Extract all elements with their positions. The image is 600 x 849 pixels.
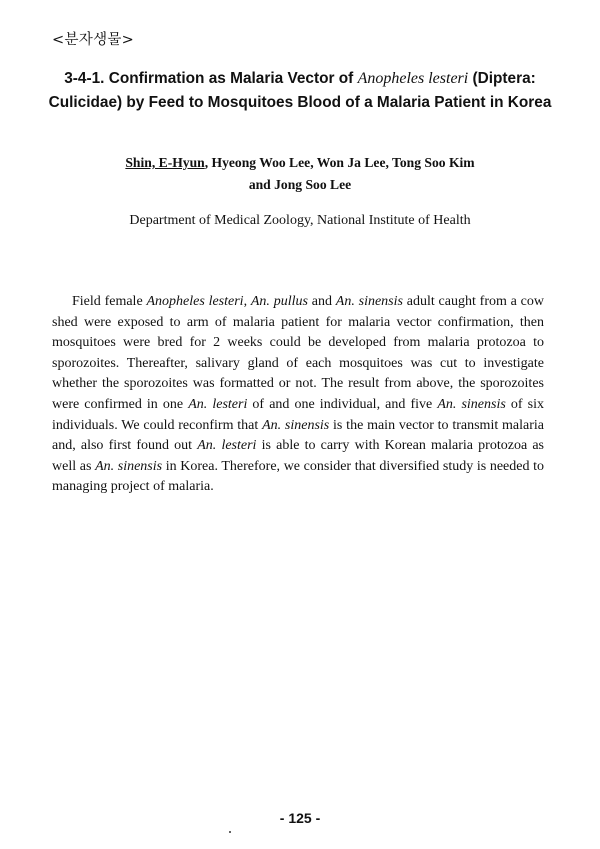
section-tag: <분자생물> [52, 32, 135, 48]
abstract-text: of six individuals. We could reconfirm that [52, 396, 544, 433]
species-name: An. sinensis [262, 417, 330, 433]
abstract-text: , [243, 294, 251, 309]
co-authors-line2: and Jong Soo Lee [248, 177, 352, 192]
abstract-text: and [307, 294, 336, 309]
species-name: An. sinensis [437, 396, 506, 412]
abstract-body [52, 292, 544, 498]
stray-dot [229, 831, 231, 833]
species-name: Anopheles lesteri [146, 294, 244, 309]
title-lead: 3-4-1. Confirmation as Malaria Vector of [64, 70, 358, 87]
species-name: An. sinensis [95, 458, 163, 474]
species-name: An. sinensis [335, 294, 403, 309]
title-species: Anopheles lesteri [357, 70, 469, 87]
affiliation: Department of Medical Zoology, National Institute of Health [129, 213, 471, 228]
abstract-text: is able to carry with Korean malaria protozoa as well as [52, 438, 544, 474]
first-author: Shin, E-Hyun [125, 155, 205, 170]
abstract-text: in Korea. Therefore, we consider that diversified study is needed to managing project of malaria. [52, 458, 545, 495]
co-authors-line1: , Hyeong Woo Lee, Won Ja Lee, Tong Soo Kim [204, 155, 475, 170]
species-name: An. pullus [250, 294, 308, 309]
page-number: - 125 - [279, 810, 321, 826]
title-tail: (Diptera: Culicidae) by Feed to Mosquitoes Blood of a Malaria Patient in Korea [48, 70, 552, 111]
abstract-text: adult caught from a cow shed were exposed to arm of malaria patient for malaria vector confirmation, then mosquitoes were bred for 2 weeks could be developed from malaria protozoa to sporozoites. Thereafter, salivary gland of each mosquitoes was cut to investigate whether the sporozoites was formatted or not. The result from above, the sporozoites were confirmed in one [52, 294, 544, 412]
paper-title [40, 67, 560, 115]
species-name: An. lesteri [197, 438, 257, 454]
abstract-text: of and one individual, and five [247, 396, 438, 412]
author-list [40, 152, 560, 196]
species-name: An. lesteri [188, 396, 248, 412]
abstract-text: Field female [72, 294, 147, 309]
abstract-text: is the main vector to transmit malaria and, also first found out [52, 417, 544, 454]
